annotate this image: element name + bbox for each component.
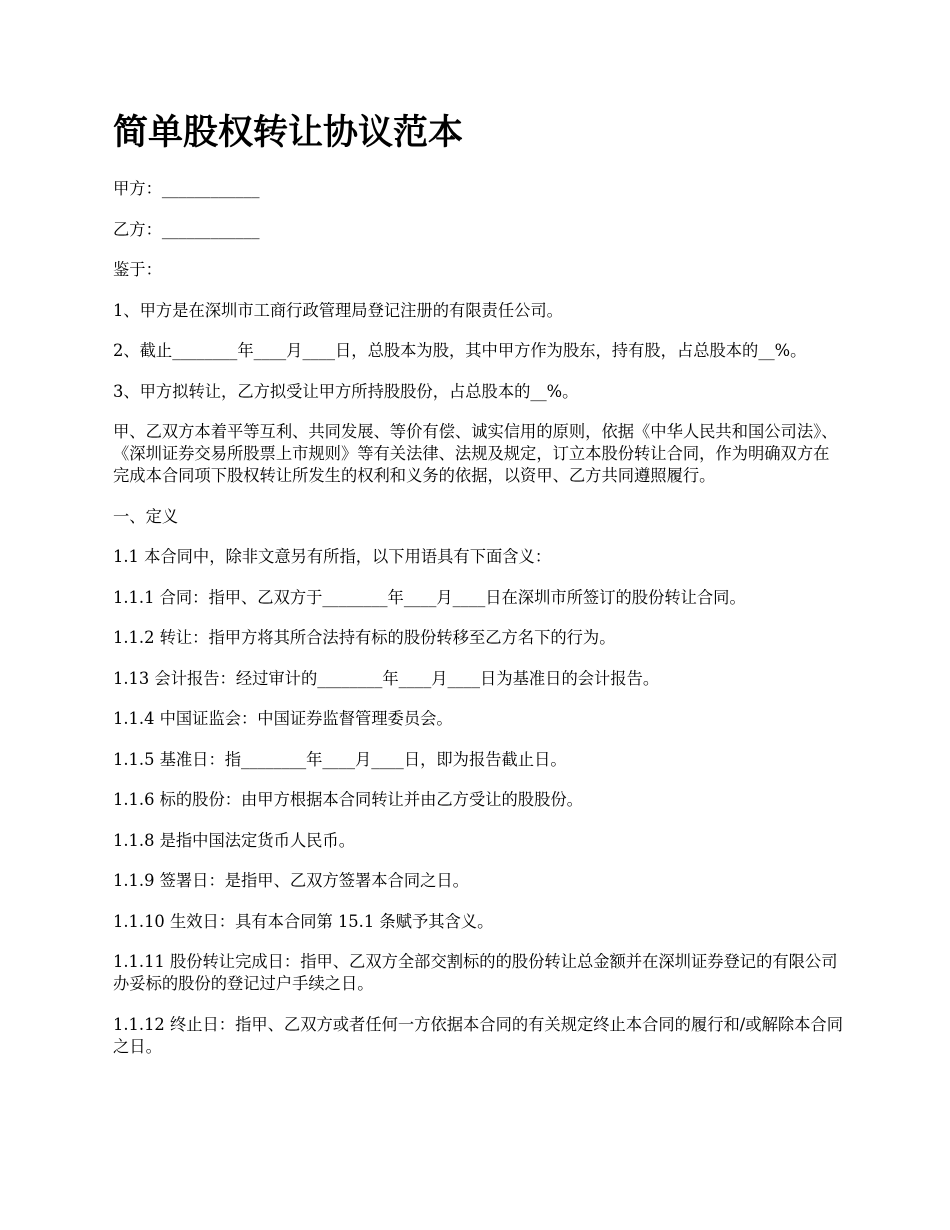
document-title: 简单股权转让协议范本: [113, 113, 464, 153]
clause-1-1: 1.1 本合同中，除非文意另有所指，以下用语具有下面含义：: [113, 547, 552, 566]
clause-1-1-10: 1.1.10 生效日：具有本合同第 15.1 条赋予其含义。: [113, 911, 494, 931]
clause-1-1-1: 1.1.1 合同：指甲、乙双方于________年____月____日在深圳市所签订的股份转让合同。: [113, 587, 746, 607]
section-heading-definitions: 一、定义: [113, 506, 179, 526]
clause-1-1-2: 1.1.2 转让：指甲方将其所合法持有标的股份转移至乙方名下的行为。: [113, 628, 616, 647]
preamble-paragraph: 甲、乙双方本着平等互利、共同发展、等价有偿、诚实信用的原则，依据《中华人民共和国公司法》、《深圳证券交易所股票上市规则》等有关法律、法规及规定，订立本股份转让合同，作为明确双方在完成本合同项下股权转让所发生的权利和义务的依据，以资甲、乙方共同遵照履行。: [113, 422, 838, 485]
clause-1-1-9: 1.1.9 签署日：是指甲、乙双方签署本合同之日。: [113, 871, 469, 890]
party-b-line: 乙方：____________: [113, 219, 260, 239]
clause-1-1-6: 1.1.6 标的股份：由甲方根据本合同转让并由乙方受让的股股份。: [113, 790, 583, 809]
party-a-line: 甲方：____________: [113, 179, 260, 198]
clause-1-1-11: 1.1.11 股份转让完成日：指甲、乙双方全部交割标的的股份转让总金额并在深圳证券登记的有限公司办妥标的股份的登记过户手续之日。: [113, 952, 838, 993]
clause-1-1-12: 1.1.12 终止日：指甲、乙双方或者任何一方依据本合同的有关规定终止本合同的履行和/或解除本合同之日。: [113, 1014, 843, 1056]
clause-1-13: 1.13 会计报告：经过审计的________年____月____日为基准日的会计报告。: [113, 668, 660, 688]
whereas-heading: 鉴于：: [113, 260, 162, 279]
whereas-item-1: 1、甲方是在深圳市工商行政管理局登记注册的有限责任公司。: [113, 300, 563, 320]
document-page: [113, 108, 843, 1076]
clause-1-1-5: 1.1.5 基准日：指________年____月____日，即为报告截止日。: [113, 749, 567, 769]
clause-1-1-4: 1.1.4 中国证监会：中国证券监督管理委员会。: [113, 709, 453, 728]
clause-1-1-8: 1.1.8 是指中国法定货币人民币。: [113, 830, 355, 850]
whereas-item-3: 3、甲方拟转让，乙方拟受让甲方所持股股份，占总股本的__%。: [113, 381, 579, 401]
whereas-item-2: 2、截止________年____月____日，总股本为股，其中甲方作为股东，持有股，占总股本的__%。: [113, 341, 807, 360]
